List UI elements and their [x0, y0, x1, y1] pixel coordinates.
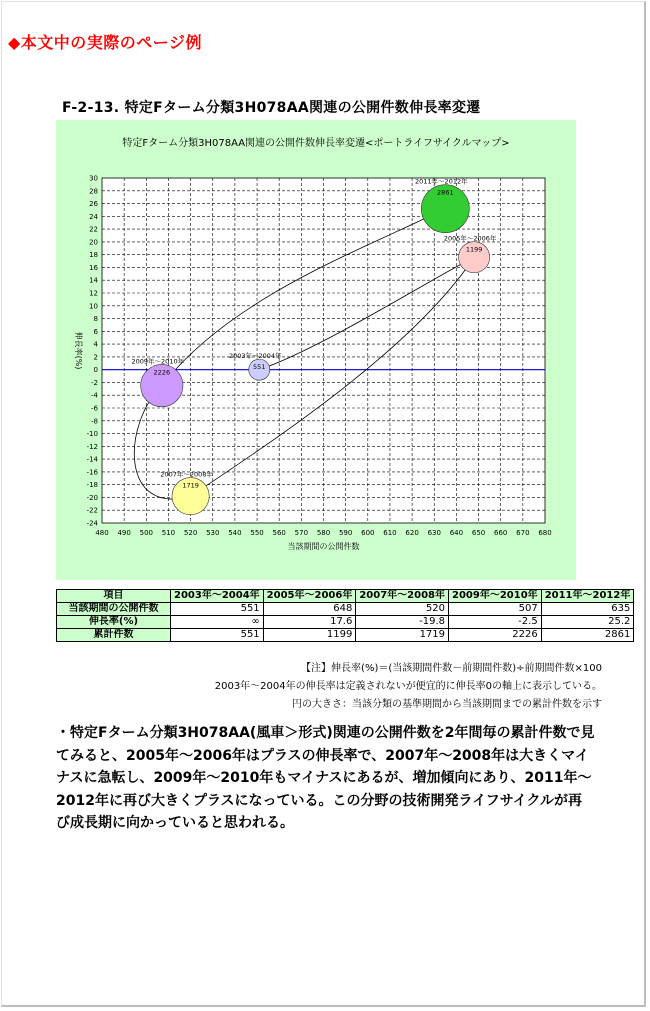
table-row-cumulative — [57, 629, 634, 642]
bubble-period-label: 2005年～2006年 — [443, 234, 497, 243]
table-column-header: 2007年～2008年 — [356, 590, 449, 603]
table-cell: 551 — [171, 629, 264, 642]
x-tick-label: 650 — [471, 529, 486, 537]
table-row-growth — [57, 616, 634, 629]
bubble-count-label: 2226 — [153, 368, 171, 377]
y-tick-label: -2 — [91, 378, 98, 387]
y-tick-label: 26 — [89, 200, 98, 209]
y-tick-label: 8 — [93, 315, 98, 324]
y-tick-label: 20 — [89, 238, 98, 247]
x-tick-label: 510 — [161, 529, 176, 537]
x-tick-label: 540 — [228, 529, 242, 537]
table-column-header: 2005年～2006年 — [263, 590, 356, 603]
notes — [215, 660, 602, 714]
y-tick-label: -16 — [86, 468, 98, 477]
table-header-item: 項目 — [57, 590, 171, 603]
y-tick-label: -20 — [86, 493, 98, 502]
table-cell: 635 — [541, 603, 634, 616]
x-tick-label: 560 — [272, 529, 286, 537]
note-base-period: 2003年～2004年の伸長率は定義されないが便宜的に伸長率0の軸上に表示している。 — [214, 681, 602, 692]
x-tick-label: 610 — [383, 529, 397, 537]
table-header-row — [57, 590, 634, 603]
section-header: ◆本文中の実際のページ例 — [8, 33, 202, 52]
table-cell: 507 — [449, 603, 542, 616]
table-cell: 520 — [356, 603, 449, 616]
table-column-header: 2009年～2010年 — [449, 590, 542, 603]
y-tick-label: 28 — [89, 187, 98, 196]
y-tick-label: -14 — [86, 455, 98, 464]
x-tick-label: 620 — [405, 529, 419, 537]
data-table — [56, 589, 634, 642]
y-tick-label: 10 — [89, 302, 98, 311]
table-cell: 2861 — [541, 629, 634, 642]
bubble-period-label: 2009年～2010年 — [131, 357, 185, 366]
table-cell: -2.5 — [449, 616, 542, 629]
x-tick-label: 550 — [250, 529, 264, 537]
table-cell: 1199 — [263, 629, 356, 642]
bubble-count-label: 2861 — [437, 188, 454, 197]
bubble-count-label: 551 — [253, 363, 266, 372]
figure-title: F-2-13. 特定Fターム分類3H078AA関連の公開件数伸長率変遷 — [62, 100, 481, 116]
y-axis-label: 伸長率(%) — [74, 331, 83, 370]
x-axis-label: 当該期間の公開件数 — [287, 542, 360, 551]
chart-container — [56, 120, 576, 580]
table-cell: 25.2 — [541, 616, 634, 629]
table-cell: 2226 — [449, 629, 542, 642]
note-formula: 【注】伸長率(%)＝(当該期間件数－前期間件数)÷前期間件数×100 — [301, 663, 602, 674]
table-cell: 1719 — [356, 629, 449, 642]
chart-title: 特定Fターム分類3H078AA関連の公開件数伸長率変遷<ポートライフサイクルマップ> — [122, 138, 510, 149]
x-tick-label: 600 — [361, 529, 375, 537]
y-tick-label: -4 — [91, 391, 98, 400]
x-tick-label: 500 — [139, 529, 153, 537]
table-cell: 17.6 — [263, 616, 356, 629]
x-tick-label: 490 — [117, 529, 131, 537]
table-row-count — [57, 603, 634, 616]
table-row-label: 伸長率(%) — [57, 616, 171, 629]
x-tick-label: 570 — [294, 529, 309, 537]
bubble-chart — [56, 120, 576, 580]
y-tick-label: 18 — [89, 251, 98, 260]
x-tick-label: 630 — [427, 529, 441, 537]
bubble-count-label: 1199 — [465, 245, 483, 254]
x-tick-label: 520 — [183, 529, 198, 537]
y-tick-label: 14 — [89, 276, 98, 285]
y-tick-label: -24 — [86, 519, 98, 528]
y-tick-label: 22 — [89, 225, 98, 234]
y-tick-label: 6 — [93, 327, 98, 336]
bubble-count-label: 1719 — [182, 481, 199, 490]
table-cell: -19.8 — [356, 616, 449, 629]
x-tick-label: 580 — [316, 529, 331, 537]
table-cell: 551 — [171, 603, 264, 616]
x-tick-label: 680 — [538, 529, 552, 537]
y-tick-label: -18 — [86, 481, 98, 490]
table-column-header: 2003年～2004年 — [171, 590, 264, 603]
y-tick-label: 2 — [93, 353, 98, 362]
table-row-label: 当該期間の公開件数 — [57, 603, 171, 616]
bubble-period-label: 2011年～2012年 — [415, 177, 468, 186]
y-tick-label: 0 — [93, 366, 98, 375]
y-tick-label: -12 — [86, 442, 98, 451]
y-tick-label: 30 — [89, 174, 98, 183]
bubble-period-label: 2003年～2004年 — [228, 352, 282, 361]
x-tick-label: 640 — [449, 529, 464, 537]
table-row-label: 累計件数 — [57, 629, 171, 642]
table-cell: ∞ — [171, 616, 264, 629]
body-paragraph: ・特定Fターム分類3H078AA(風車＞形式)関連の公開件数を2年間毎の累計件数で見てみると、2005年～2006年はプラスの伸長率で、2007年～2008年は大きくマイナスに急転し、2009年～2010年もマイナスにあるが、増加傾向にあり、2011年～2012年に再び大きくプラスになっている。この分野の技術開発ライフサイクルが再び成長期に向かっていると思われる。 — [56, 725, 595, 831]
x-tick-label: 590 — [338, 529, 353, 537]
x-tick-label: 530 — [206, 529, 220, 537]
y-tick-label: -22 — [86, 506, 98, 515]
y-tick-label: -6 — [91, 404, 98, 413]
y-tick-label: 16 — [89, 263, 98, 272]
y-tick-label: 12 — [89, 289, 98, 298]
note-circle-size: 円の大きさ：当該分類の基準期間から当該期間までの累計件数を示す — [292, 699, 602, 710]
x-tick-label: 480 — [95, 529, 109, 537]
y-tick-label: 24 — [89, 212, 98, 221]
table-cell: 648 — [263, 603, 356, 616]
x-tick-label: 670 — [516, 529, 530, 537]
y-tick-label: -10 — [86, 430, 98, 439]
y-tick-label: -8 — [91, 417, 98, 426]
y-tick-label: 4 — [93, 340, 98, 349]
table-column-header: 2011年～2012年 — [541, 590, 634, 603]
x-tick-label: 660 — [494, 529, 508, 537]
bubble-period-label: 2007年～2008年 — [160, 470, 213, 479]
